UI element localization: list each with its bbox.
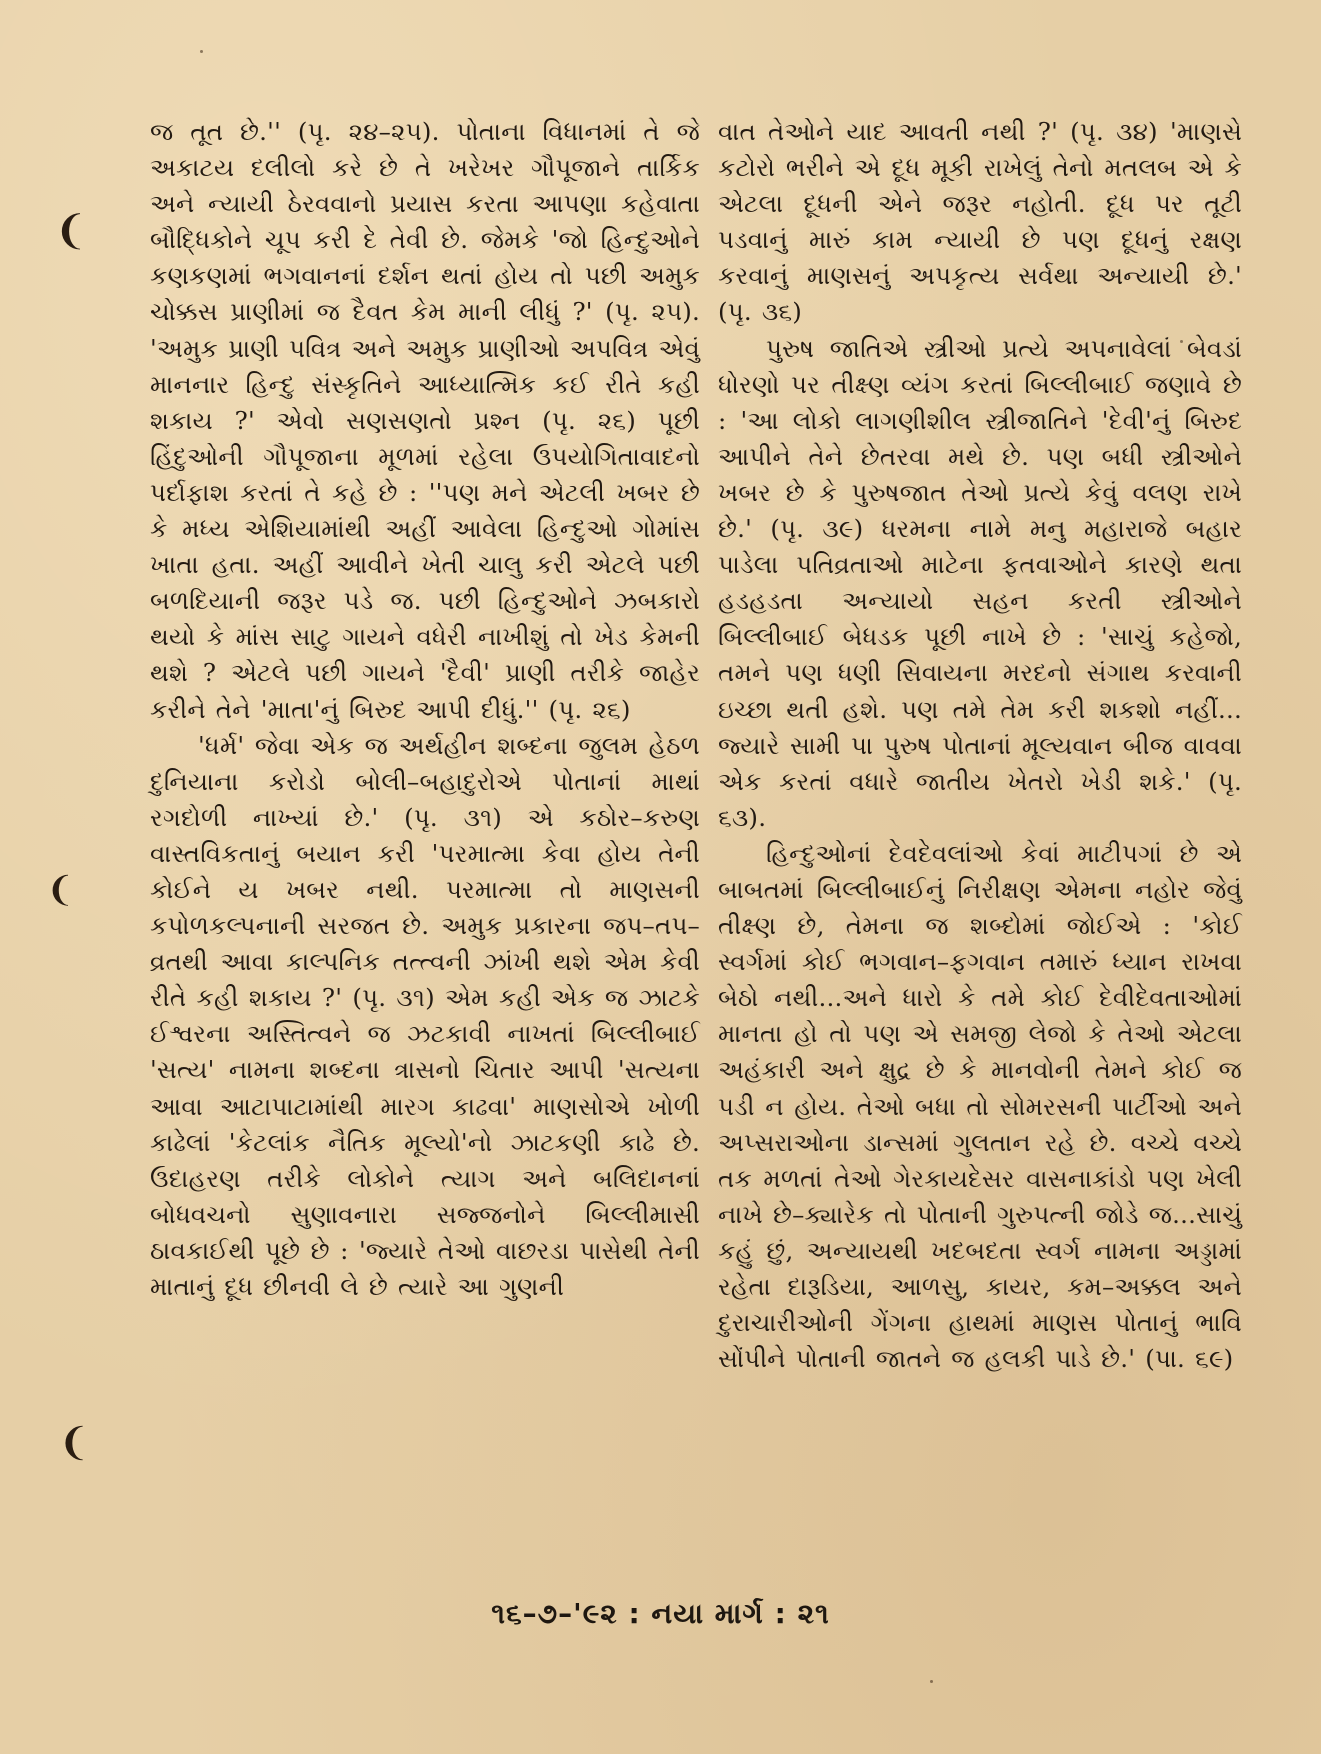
page-footer: ૧૬–૭–'૯૨ : નયા માર્ગ : ૨૧ — [491, 1597, 830, 1630]
paper-speck — [200, 50, 203, 53]
right-paragraph-1: વાત તેઓને યાદ આવતી નથી ?' (પૃ. ૩૪) 'માણસે કટોરો ભરીને એ દૂધ મૂકી રાખેલું તેનો મતલબ એ કે એટલા દૂધની એને જરૂર નહોતી. દૂધ પર તૂટી પડવાનું મારું કામ ન્યાયી છે પણ દૂધનું રક્ષણ કરવાનું માણસનું અપકૃત્ય સર્વથા અન્યાયી છે.' (પૃ. ૩૬) — [718, 117, 1242, 327]
right-paragraph-3: હિન્દુઓનાં દેવદેવલાંઓ કેવાં માટીપગાં છે એ બાબતમાં બિલ્લીબાઈનું નિરીક્ષણ એમના નહોર જેવું તીક્ષ્ણ છે, તેમના જ શબ્દોમાં જોઈએ : 'કોઈ સ્વર્ગમાં કોઈ ભગવાન–ફગવાન તમારું ધ્યાન રાખવા બેઠો નથી...અને ધારો કે તમે કોઈ દેવીદેવતાઓમાં માનતા હો તો પણ એ સમજી લેજો કે તેઓ એટલા અહંકારી અને ક્ષુદ્ર છે કે માનવોની તેમને કોઈ જ પડી ન હોય. તેઓ બધા તો સોમરસની પાર્ટીઓ અને અપ્સરાઓના ડાન્સમાં ગુલતાન રહે છે. વચ્ચે વચ્ચે તક મળતાં તેઓ ગેરકાયદેસર વાસનાકાંડો પણ ખેલી નાખે છે–ક્યારેક તો પોતાની ગુરુપત્ની જોડે જ...સાચું કહું છું, અન્યાયથી ખદબદતા સ્વર્ગ નામના અડ્ડામાં રહેતા દારૂડિયા, આળસુ, કાયર, કમ–અક્કલ અને દુરાચારીઓની ગેંગના હાથમાં માણસ પોતાનું ભાવિ સોંપીને પોતાની જાતને જ હલકી પાડે છે.' (પા. ૬૯) — [718, 838, 1242, 1374]
left-paragraph-1: જ તૂત છે.'' (પૃ. ૨૪–૨૫). પોતાના વિધાનમાં તે જે અકાટય દલીલો કરે છે તે ખરેખર ગૌપૂજાને તાર્કિક અને ન્યાયી ઠેરવવાનો પ્રયાસ કરતા આપણા કહેવાતા બૌદ્ધિકોને ચૂપ કરી દે તેવી છે. જેમકે 'જો હિન્દુઓને કણકણમાં ભગવાનનાં દર્શન થતાં હોય તો પછી અમુક ચોક્કસ પ્રાણીમાં જ દૈવત કેમ માની લીધું ?' (પૃ. ૨૫). 'અમુક પ્રાણી પવિત્ર અને અમુક પ્રાણીઓ અપવિત્ર એવું માનનાર હિન્દુ સંસ્કૃતિને આધ્યાત્મિક કઈ રીતે કહી શકાય ?' એવો સણસણતો પ્રશ્ન (પૃ. ૨૬) પૂછી હિંદુઓની ગૌપૂજાના મૂળમાં રહેલા ઉપયોગિતાવાદનો પર્દાફાશ કરતાં તે કહે છે : ''પણ મને એટલી ખબર છે કે મધ્ય એશિયામાંથી અહીં આવેલા હિન્દુઓ ગોમાંસ ખાતા હતા. અહીં આવીને ખેતી ચાલુ કરી એટલે પછી બળદિયાની જરૂર પડે જ. પછી હિન્દુઓને ઝબકારો થયો કે માંસ સાટુ ગાયને વધેરી નાખીશું તો ખેડ કેમની થશે ? એટલે પછી ગાયને 'દૈવી' પ્રાણી તરીકે જાહેર કરીને તેને 'માતા'નું બિરુદ આપી દીધું.'' (પૃ. ૨૬) — [150, 117, 700, 724]
left-paragraph-2: 'ધર્મ' જેવા એક જ અર્થહીન શબ્દના જુલમ હેઠળ દુનિયાના કરોડો બોલી–બહાદુરોએ પોતાનાં માથાં રગદોળી નાખ્યાં છે.' (પૃ. ૩૧) એ કઠોર–કરુણ વાસ્તવિકતાનું બયાન કરી 'પરમાત્મા કેવા હોય તેની કોઈને ય ખબર નથી. પરમાત્મા તો માણસની કપોળકલ્પનાની સરજત છે. અમુક પ્રકારના જપ–તપ–વ્રતથી આવા કાલ્પનિક તત્ત્વની ઝાંખી થશે એમ કેવી રીતે કહી શકાય ?' (પૃ. ૩૧) એમ કહી એક જ ઝાટકે ઈશ્વરના અસ્તિત્વને જ ઝટકાવી નાખતાં બિલ્લીબાઈ 'સત્ય' નામના શબ્દના ત્રાસનો ચિતાર આપી 'સત્યના આવા આટાપાટામાંથી મારગ કાઢવા' માણસોએ ખોળી કાઢેલાં 'કેટલાંક નૈતિક મૂલ્યો'નો ઝાટકણી કાઢે છે. ઉદાહરણ તરીકે લોકોને ત્યાગ અને બલિદાનનાં બોધવચનો સુણાવનારા સજ્જનોને બિલ્લીમાસી ઠાવકાઈથી પૂછે છે : 'જ્યારે તેઓ વાછરડા પાસેથી તેની માતાનું દૂધ છીનવી લે છે ત્યારે આ ગુણની — [150, 730, 700, 1301]
binding-hole-mark-icon: ❨ — [58, 1420, 90, 1464]
right-column — [718, 114, 1242, 1377]
binding-hole-mark-icon: ❨ — [46, 870, 75, 910]
binding-hole-mark-icon: ❨ — [54, 208, 88, 254]
paper-speck — [930, 1680, 933, 1683]
right-paragraph-2: પુરુષ જાતિએ સ્ત્રીઓ પ્રત્યે અપનાવેલાં બેવડાં ધોરણો પર તીક્ષ્ણ વ્યંગ કરતાં બિલ્લીબાઈ જણાવે છે : 'આ લોકો લાગણીશીલ સ્ત્રીજાતિને 'દેવી'નું બિરુદ આપીને તેને છેતરવા મથે છે. પણ બધી સ્ત્રીઓને ખબર છે કે પુરુષજાત તેઓ પ્રત્યે કેવું વલણ રાખે છે.' (પૃ. ૩૯) ધરમના નામે મનુ મહારાજે બહાર પાડેલા પતિવ્રતાઓ માટેના ફતવાઓને કારણે થતા હડહડતા અન્યાયો સહન કરતી સ્ત્રીઓને બિલ્લીબાઈ બેધડક પૂછી નાખે છે : 'સાચું કહેજો, તમને પણ ધણી સિવાયના મરદનો સંગાથ કરવાની ઇચ્છા થતી હશે. પણ તમે તેમ કરી શકશો નહીં... જ્યારે સામી પા પુરુષ પોતાનાં મૂલ્યવાન બીજ વાવવા એક કરતાં વધારે જાતીય ખેતરો ખેડી શકે.' (પૃ. ૬૩). — [718, 333, 1242, 832]
left-column — [150, 114, 700, 1305]
